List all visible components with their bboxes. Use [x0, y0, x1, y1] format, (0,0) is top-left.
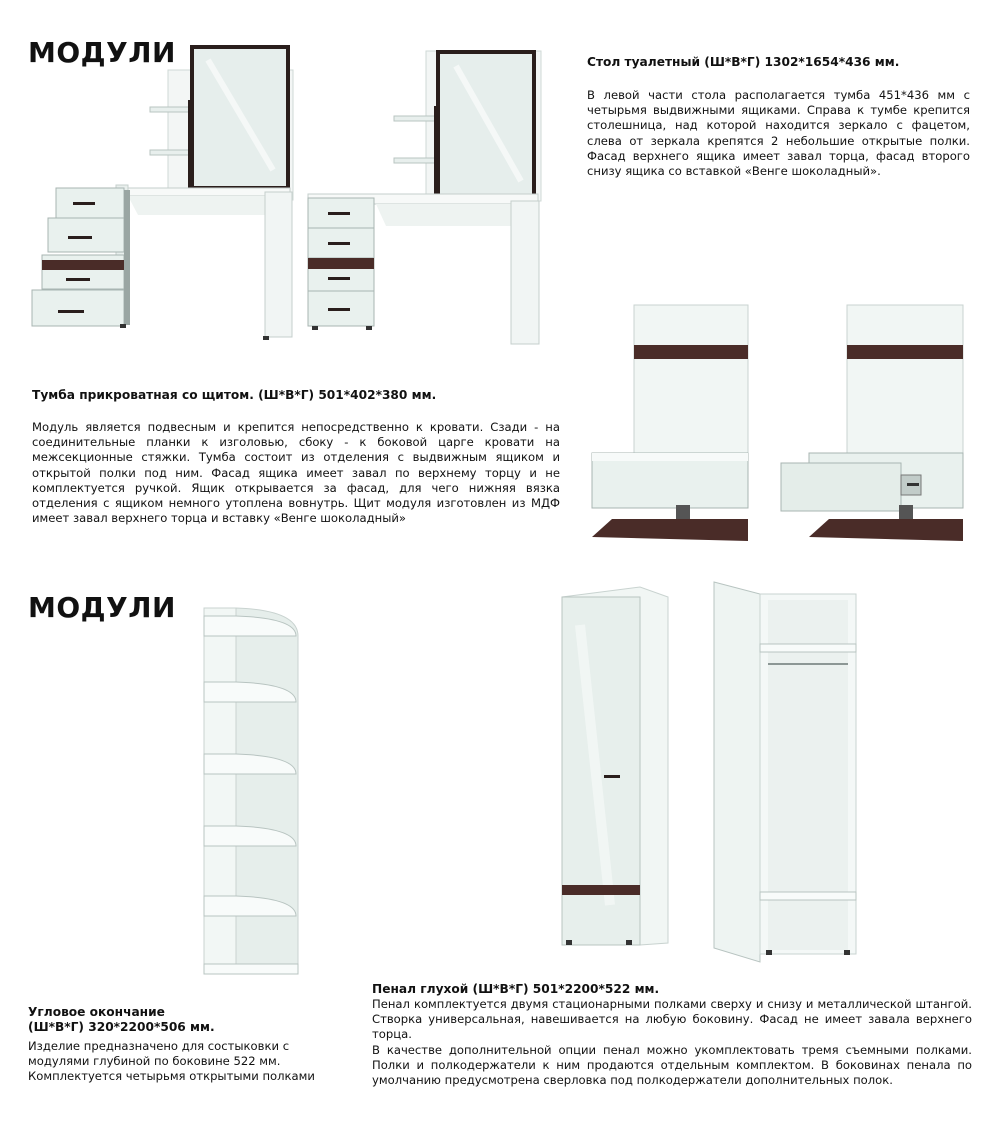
dressing-table-closed-image — [306, 46, 546, 346]
section2-heading: МОДУЛИ — [28, 591, 176, 624]
dressing-table-open-image — [28, 40, 300, 350]
corner-end-image — [202, 606, 302, 978]
penal-description — [372, 997, 972, 1088]
nightstand-description: Модуль является подвесным и крепится непосредственно к кровати. Сзади - на соединительные планки к изголовью, сбоку - к боковой царге кровати на межсекционные стяжки. Тумба состоит из отделения с выдвижным ящиком и открытой полки под ним. Фасад ящика имеет завал по верхнему торцу и не комплектуется ручкой. Ящик открывается за фасад, для чего нижняя вязка отделения с ящиком немного утоплена вовнутрь. Щит модуля изготовлен из МДФ имеет завал верхнего торца и вставку «Венге шоколадный» — [32, 420, 560, 526]
penal-closed-image — [560, 585, 670, 950]
penal-paragraph-1: Пенал комплектуется двумя стационарными полками сверху и снизу и металлической штангой. Створка универсальная, навешивается на любую боковину. Фасад не имеет завала верхнего торца. — [372, 997, 972, 1042]
nightstand-title: Тумба прикроватная со щитом. (Ш*В*Г) 501*402*380 мм. — [32, 388, 437, 402]
corner-end-title-line2: (Ш*В*Г) 320*2200*506 мм. — [28, 1020, 215, 1034]
dressing-table-title: Стол туалетный (Ш*В*Г) 1302*1654*436 мм. — [587, 55, 900, 69]
penal-title: Пенал глухой (Ш*В*Г) 501*2200*522 мм. — [372, 982, 660, 996]
nightstand-closed-image — [592, 305, 752, 543]
penal-open-image — [712, 580, 860, 965]
section1-heading: МОДУЛИ — [28, 36, 176, 69]
dressing-table-description: В левой части стола располагается тумба 451*436 мм с четырьмя выдвижными ящиками. Справа к тумбе крепится столешница, над которой находится зеркало с фацетом, слева от зеркала крепятся 2 небольшие открытые полки. Фасад верхнего ящика имеет завал торца, фасад второго снизу ящика со вставкой «Венге шоколадный». — [587, 88, 970, 179]
penal-paragraph-2: В качестве дополнительной опции пенал можно укомплектовать тремя съемными полками. Полки и полкодержатели к ним продаются отдельным комплектом. В боковинах пенала по умолчанию предусмотрена сверловка под полкодержатели дополнительных полок. — [372, 1042, 972, 1088]
nightstand-open-image — [779, 305, 969, 543]
corner-end-title-line1: Угловое окончание — [28, 1005, 165, 1019]
corner-end-description: Изделие предназначено для состыковки с модулями глубиной по боковине 522 мм. Комплектуется четырьмя открытыми полками — [28, 1039, 315, 1084]
